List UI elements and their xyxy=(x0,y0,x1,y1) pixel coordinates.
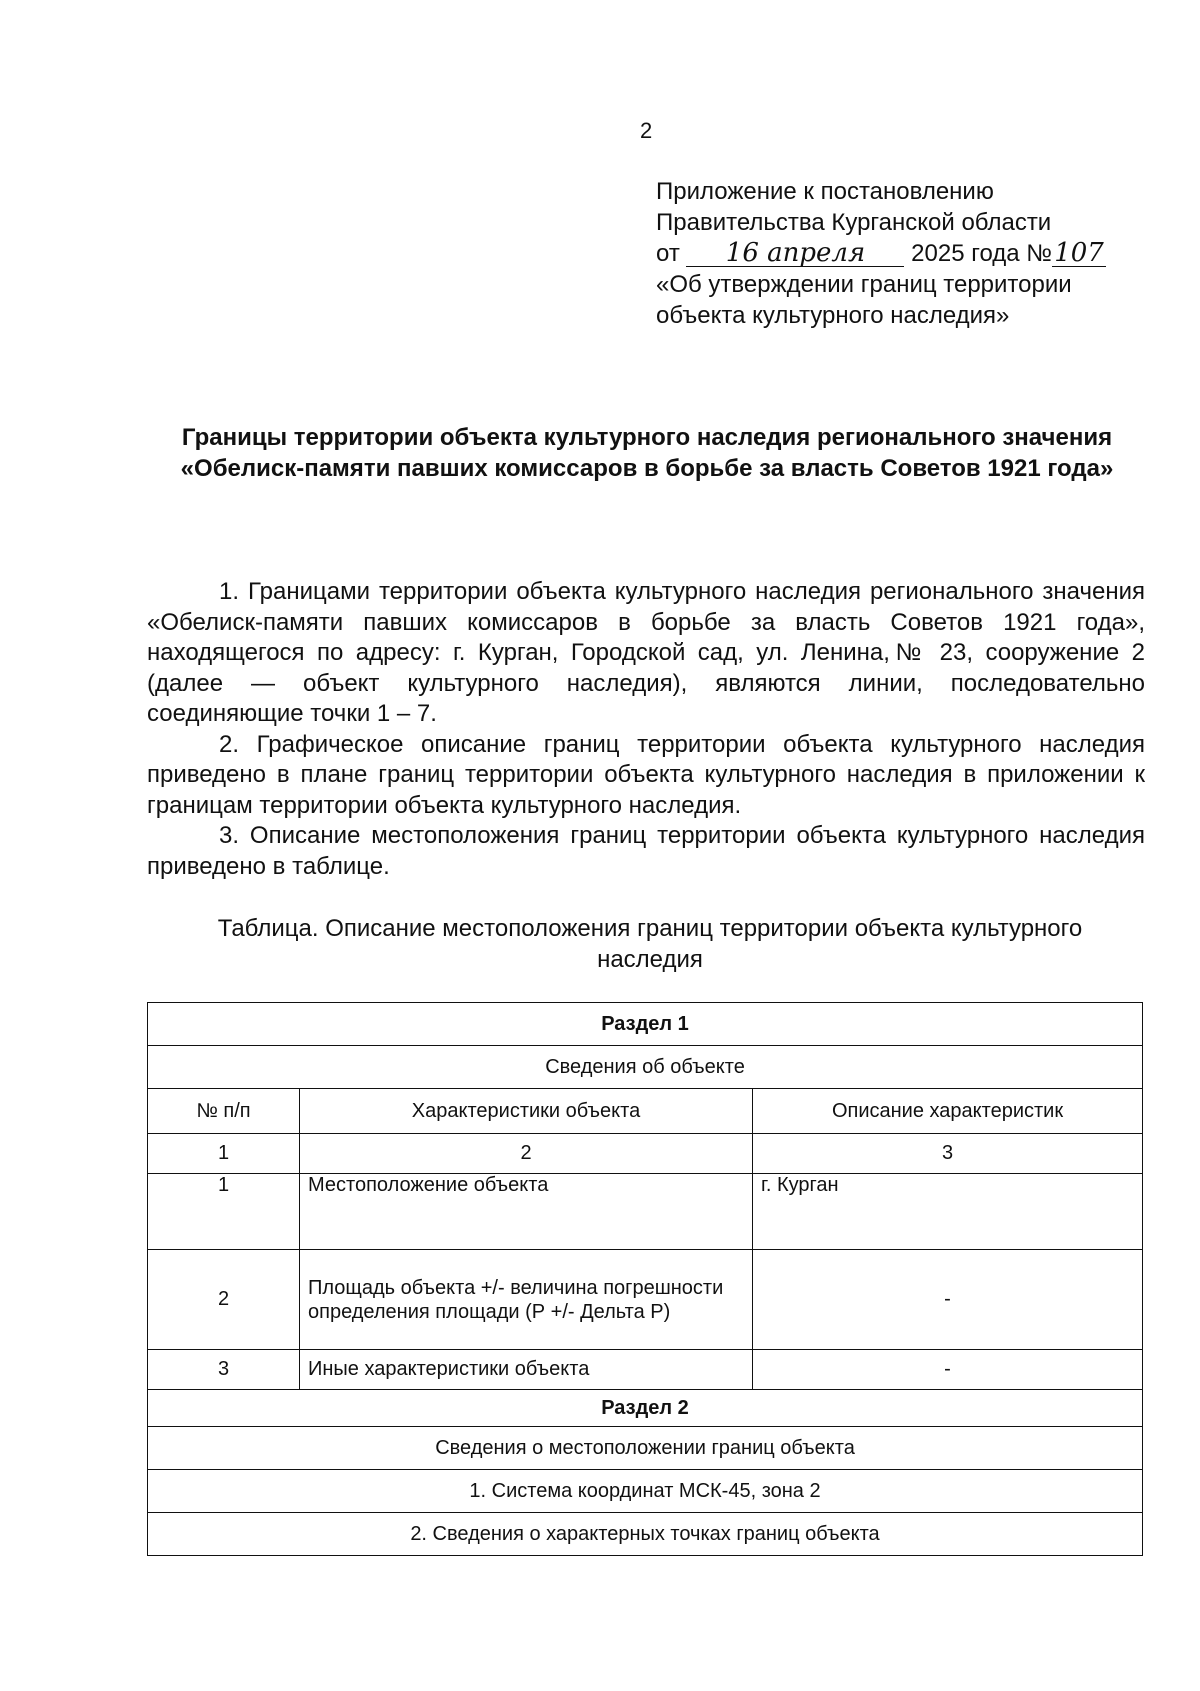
row-3-number: 3 xyxy=(148,1350,300,1390)
column-number-3: 3 xyxy=(753,1134,1143,1174)
section-2-subtitle: Сведения о местоположении границ объекта xyxy=(148,1427,1143,1470)
boundary-table xyxy=(147,1002,1143,1556)
appendix-header xyxy=(656,176,1176,331)
table-row xyxy=(148,1174,1143,1250)
document-title: Границы территории объекта культурного наследия регионального значения «Обелиск-памяти павших комиссаров в борьбе за власть Советов 1921 года» xyxy=(180,424,1114,482)
appendix-line-3 xyxy=(656,238,1176,269)
section-2-title: Раздел 2 xyxy=(148,1390,1143,1427)
row-2-description: - xyxy=(753,1250,1143,1350)
header-characteristics: Характеристики объекта xyxy=(300,1089,753,1134)
from-label: от xyxy=(656,240,680,267)
paragraph-3: 3. Описание местоположения границ территории объекта культурного наследия приведено в таблице. xyxy=(147,822,1145,880)
table-row xyxy=(148,1250,1143,1350)
row-1-description: г. Курган xyxy=(753,1174,1143,1250)
characteristic-points-info: 2. Сведения о характерных точках границ объекта xyxy=(148,1513,1143,1556)
coordinate-system: 1. Система координат МСК-45, зона 2 xyxy=(148,1470,1143,1513)
appendix-line-1: Приложение к постановлению xyxy=(656,178,994,205)
handwritten-number: 107 xyxy=(1052,240,1106,267)
section-1-subtitle: Сведения об объекте xyxy=(148,1046,1143,1089)
paragraph-2: 2. Графическое описание границ территории объекта культурного наследия приведено в плане границ территории объекта культурного наследия в приложении к границам территории объекта культурного наследия. xyxy=(147,730,1145,819)
row-1-number: 1 xyxy=(148,1174,300,1250)
table-row xyxy=(148,1350,1143,1390)
year-label: 2025 года № xyxy=(911,240,1053,267)
table-caption: Таблица. Описание местоположения границ территории объекта культурного наследия xyxy=(217,915,1083,973)
row-3-name: Иные характеристики объекта xyxy=(300,1350,753,1390)
row-1-name: Местоположение объекта xyxy=(300,1174,753,1250)
row-3-description: - xyxy=(753,1350,1143,1390)
header-description: Описание характеристик xyxy=(753,1089,1143,1134)
header-number: № п/п xyxy=(148,1089,300,1134)
appendix-line-4: «Об утверждении границ территории xyxy=(656,271,1072,298)
row-2-number: 2 xyxy=(148,1250,300,1350)
page-number: 2 xyxy=(640,118,653,143)
handwritten-date: 16 апреля xyxy=(686,240,904,267)
row-2-name: Площадь объекта +/- величина погрешности определения площади (Р +/- Дельта Р) xyxy=(300,1250,753,1350)
column-number-2: 2 xyxy=(300,1134,753,1174)
paragraph-1: 1. Границами территории объекта культурного наследия регионального значения «Обелиск-памяти павших комиссаров в борьбе за власть Советов 1921 года», находящегося по адресу: г. Курган, Городской сад, ул. Ленина,№ 23, сооружение 2 (далее — объект культурного наследия), являются линии, последовательно соединяющие точки 1 – 7. xyxy=(147,578,1145,727)
appendix-line-2: Правительства Курганской области xyxy=(656,209,1052,236)
appendix-line-5: объекта культурного наследия» xyxy=(656,302,1010,329)
section-1-title: Раздел 1 xyxy=(148,1003,1143,1046)
column-number-1: 1 xyxy=(148,1134,300,1174)
body-text xyxy=(147,577,1145,882)
